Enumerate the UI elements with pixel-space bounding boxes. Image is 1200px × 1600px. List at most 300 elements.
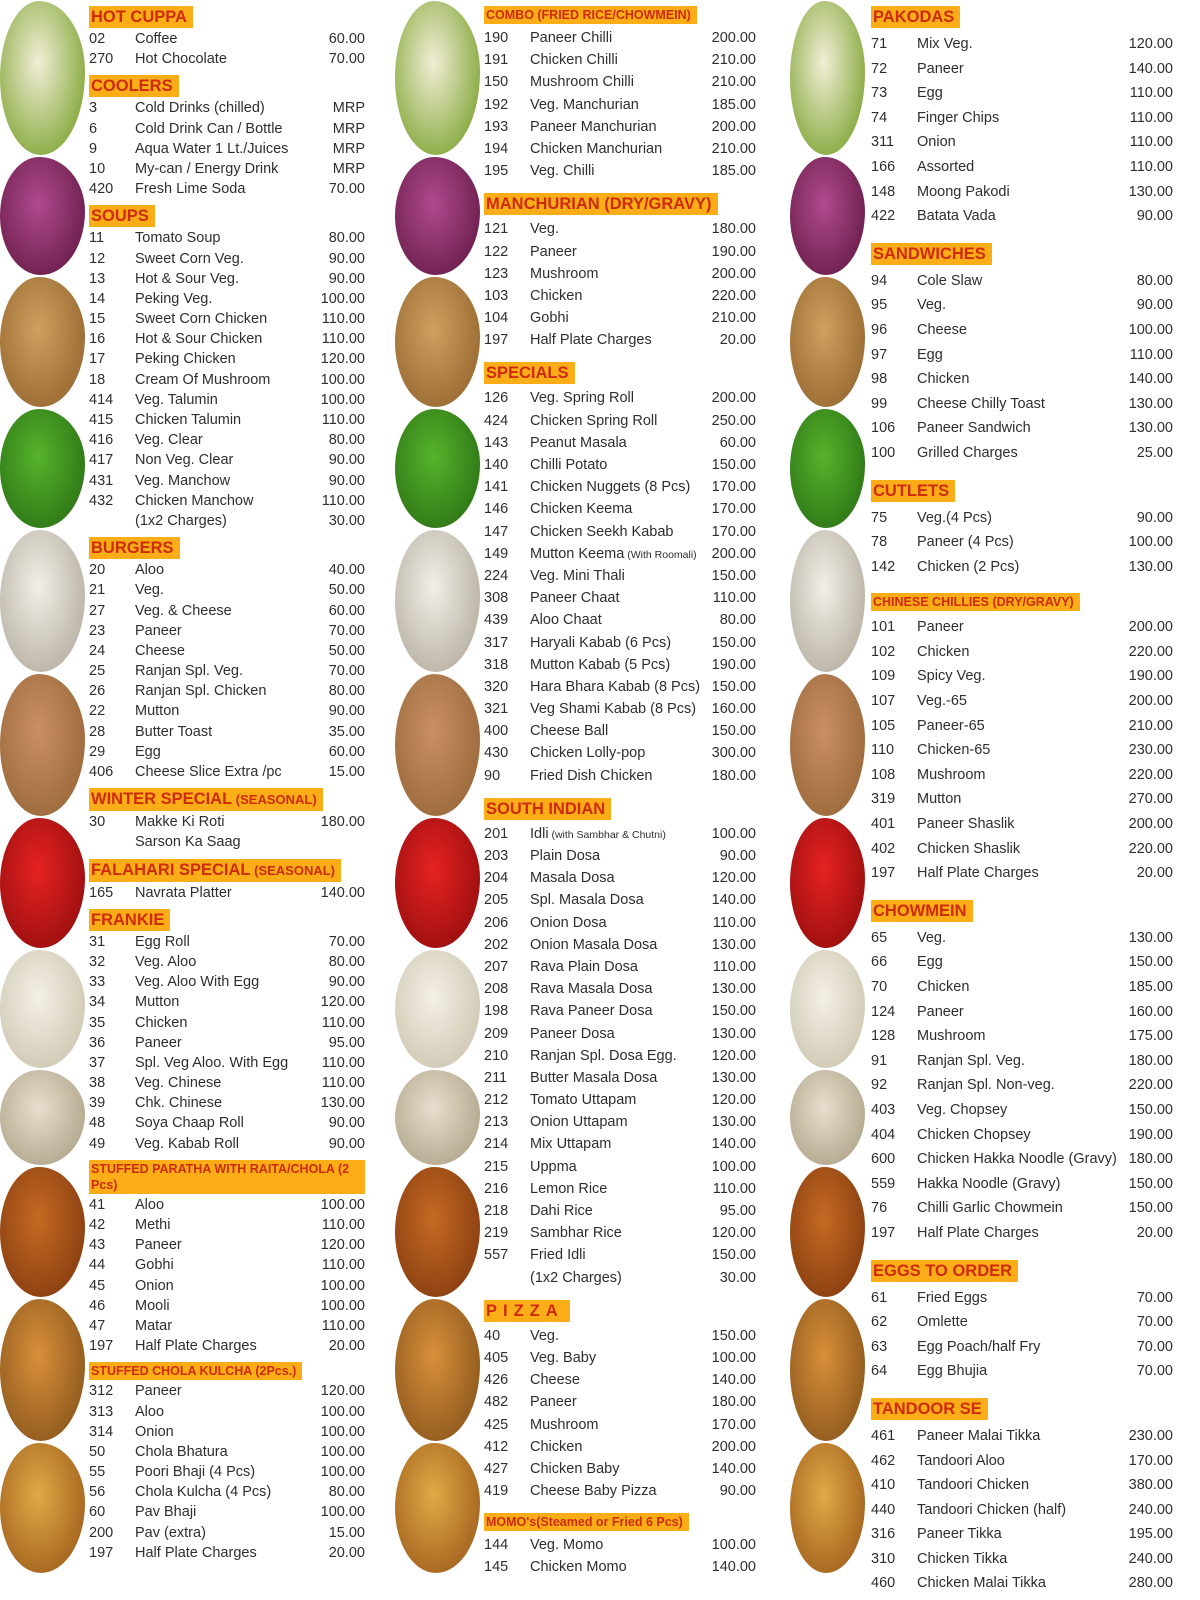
item-price: 70.00 bbox=[1136, 1289, 1173, 1306]
item-name: Chilli Potato bbox=[530, 457, 608, 473]
menu-item-row bbox=[89, 683, 365, 703]
menu-item-row bbox=[871, 347, 1173, 372]
item-name: Veg Shami Kabab (8 Pcs) bbox=[530, 701, 697, 718]
item-price: 200.00 bbox=[711, 30, 756, 46]
item-name: Chola Kulcha (4 Pcs) bbox=[135, 1484, 272, 1501]
menu-item-row bbox=[484, 141, 756, 163]
menu-item-row bbox=[484, 568, 756, 590]
menu-item-row bbox=[871, 420, 1173, 445]
item-name: Half Plate Charges bbox=[135, 1338, 257, 1355]
item-price: 70.00 bbox=[328, 622, 365, 639]
menu-item-row bbox=[484, 1350, 756, 1372]
menu-item-row bbox=[871, 371, 1173, 396]
item-code: 404 bbox=[871, 1126, 896, 1143]
menu-item-row bbox=[871, 767, 1173, 792]
menu-item-row bbox=[89, 1338, 365, 1358]
item-name: Mushroom bbox=[917, 766, 986, 783]
item-name: Soya Chaap Roll bbox=[135, 1115, 244, 1132]
item-code: 107 bbox=[871, 693, 896, 710]
item-price: 190.00 bbox=[1128, 1126, 1173, 1143]
item-code: 36 bbox=[89, 1034, 106, 1051]
menu-item-row bbox=[89, 1115, 365, 1135]
item-code: 24 bbox=[89, 642, 106, 659]
item-name: Veg. Kabab Roll bbox=[135, 1135, 239, 1152]
item-code: 198 bbox=[484, 1003, 509, 1020]
menu-item-row bbox=[871, 718, 1173, 743]
item-code: 482 bbox=[484, 1394, 509, 1411]
item-name: Mutton bbox=[135, 994, 180, 1011]
item-code: 31 bbox=[89, 933, 106, 950]
item-name: Chicken Tikka bbox=[917, 1550, 1008, 1567]
section-header bbox=[484, 1513, 756, 1531]
coriander-photo bbox=[790, 409, 865, 527]
item-code: 197 bbox=[871, 865, 896, 882]
item-code: 192 bbox=[484, 96, 509, 113]
pizza-photo bbox=[0, 1443, 85, 1573]
item-name: Chicken Chilli bbox=[530, 52, 618, 69]
item-name: Onion Uttapam bbox=[530, 1114, 628, 1131]
item-code: 32 bbox=[89, 953, 106, 970]
item-name: Egg bbox=[917, 85, 943, 102]
item-price: 80.00 bbox=[328, 683, 365, 700]
item-name: Makke Ki Roti bbox=[135, 814, 225, 831]
item-name: Mix Veg. bbox=[917, 36, 973, 52]
item-name: Plain Dosa bbox=[530, 848, 601, 864]
menu-item-row bbox=[89, 744, 365, 764]
item-price: 200.00 bbox=[711, 265, 756, 282]
menu-item-row bbox=[89, 1035, 365, 1055]
item-code: 47 bbox=[89, 1317, 106, 1334]
item-name: Rava Masala Dosa bbox=[530, 981, 653, 998]
item-code: 165 bbox=[89, 884, 114, 901]
item-price: 220.00 bbox=[1128, 766, 1173, 783]
item-name: Onion bbox=[135, 1277, 174, 1294]
item-code: 140 bbox=[484, 457, 509, 473]
section-header-highlight bbox=[484, 362, 575, 384]
item-price: 120.00 bbox=[711, 1092, 756, 1109]
item-code: 209 bbox=[484, 1025, 509, 1042]
item-code: 430 bbox=[484, 745, 509, 762]
item-price: 230.00 bbox=[1128, 1427, 1173, 1444]
item-price: 170.00 bbox=[1128, 1452, 1173, 1469]
section-header-highlight bbox=[871, 1260, 1018, 1282]
item-price: 90.00 bbox=[328, 452, 365, 469]
item-code: 216 bbox=[484, 1180, 509, 1197]
menu-item-row bbox=[871, 1151, 1173, 1176]
section-title: STUFFED CHOLA KULCHA (2Pcs.) bbox=[91, 1364, 297, 1379]
menu-item-row bbox=[484, 1439, 756, 1461]
item-code: 426 bbox=[484, 1372, 509, 1389]
item-price: 90.00 bbox=[328, 250, 365, 267]
item-price: 185.00 bbox=[1128, 979, 1173, 995]
item-price: 110.00 bbox=[321, 1014, 365, 1031]
item-code: 99 bbox=[871, 395, 888, 412]
item-code: 41 bbox=[89, 1196, 106, 1213]
item-code: 63 bbox=[871, 1338, 888, 1355]
section-title: SPECIALS bbox=[486, 364, 569, 383]
item-price: 140.00 bbox=[711, 1460, 756, 1477]
section-header-highlight bbox=[89, 1362, 302, 1380]
menu-item-row bbox=[89, 623, 365, 643]
item-price: 130.00 bbox=[711, 981, 756, 998]
item-name: Chicken (2 Pcs) bbox=[917, 558, 1020, 575]
item-code: 197 bbox=[871, 1224, 896, 1241]
item-name: Chicken Momo bbox=[530, 1559, 627, 1576]
item-price: 180.00 bbox=[320, 814, 365, 831]
item-price: 195.00 bbox=[1128, 1526, 1173, 1543]
item-name: Fried Dish Chicken bbox=[530, 767, 653, 784]
item-code: 50 bbox=[89, 1443, 106, 1460]
menu-item-row bbox=[89, 31, 365, 51]
item-code: 110 bbox=[871, 742, 895, 759]
item-name: Navrata Platter bbox=[135, 884, 232, 901]
section-title: FALAHARI SPECIAL bbox=[91, 860, 251, 879]
menu-item-row bbox=[89, 1383, 365, 1403]
menu-item-row bbox=[871, 85, 1173, 110]
item-name: Mutton Keema (With Roomali) bbox=[530, 545, 697, 562]
menu-item-row bbox=[871, 841, 1173, 866]
menu-item-row bbox=[484, 937, 756, 959]
item-price: 110.00 bbox=[321, 311, 365, 328]
item-code: 108 bbox=[871, 766, 896, 783]
item-price: 140.00 bbox=[711, 1136, 756, 1153]
item-name: Veg.-65 bbox=[917, 693, 967, 710]
menu-item-row bbox=[484, 119, 756, 141]
item-price: 130.00 bbox=[711, 936, 756, 953]
menu-item-row bbox=[89, 181, 365, 201]
section-header bbox=[871, 480, 1173, 502]
item-code: 75 bbox=[871, 509, 888, 526]
item-price: 95.00 bbox=[328, 1034, 365, 1051]
item-price: 220.00 bbox=[1128, 840, 1173, 857]
item-code: 197 bbox=[89, 1338, 114, 1355]
item-name: Mushroom bbox=[530, 265, 599, 282]
menu-item-row bbox=[89, 1237, 365, 1257]
item-price: 210.00 bbox=[711, 140, 756, 157]
menu-item-row bbox=[484, 1483, 756, 1505]
ginger-photo bbox=[0, 674, 85, 816]
mushroom-photo bbox=[790, 1070, 865, 1165]
item-name: Rava Paneer Dosa bbox=[530, 1003, 653, 1020]
menu-item-row bbox=[871, 1102, 1173, 1127]
item-price: 110.00 bbox=[321, 1317, 365, 1334]
menu-item-row bbox=[89, 1257, 365, 1277]
section-header bbox=[484, 798, 756, 820]
item-code: 191 bbox=[484, 52, 509, 69]
item-code: 124 bbox=[871, 1003, 896, 1020]
section-header-highlight bbox=[484, 193, 718, 215]
coriander-photo bbox=[0, 409, 85, 527]
item-code: 310 bbox=[871, 1550, 896, 1567]
burger-photo bbox=[0, 1299, 85, 1441]
menu-item-row bbox=[871, 693, 1173, 718]
item-price: 180.00 bbox=[711, 767, 756, 784]
item-name: Chicken-65 bbox=[917, 742, 991, 759]
menu-item-row bbox=[871, 1004, 1173, 1029]
item-name: Idli (with Sambhar & Chutni) bbox=[530, 825, 666, 842]
item-price: 140.00 bbox=[1128, 371, 1173, 388]
section-header bbox=[484, 1300, 756, 1322]
menu-item-row bbox=[89, 834, 365, 854]
item-name: Chk. Chinese bbox=[135, 1095, 223, 1112]
item-name: Ranjan Spl. Chicken bbox=[135, 683, 267, 700]
menu-item-row bbox=[89, 291, 365, 311]
menu-item-row bbox=[89, 351, 365, 371]
section-header bbox=[89, 1362, 365, 1380]
item-code: 416 bbox=[89, 432, 114, 449]
item-code: 150 bbox=[484, 74, 509, 91]
item-code: 321 bbox=[484, 701, 509, 718]
item-name: Spl. Masala Dosa bbox=[530, 892, 644, 909]
item-code: 121 bbox=[484, 221, 509, 238]
item-code: 02 bbox=[89, 31, 106, 47]
menu-item-row bbox=[89, 1197, 365, 1217]
item-code: 62 bbox=[871, 1314, 888, 1331]
item-price: 80.00 bbox=[328, 432, 365, 449]
item-price: 150.00 bbox=[1128, 1101, 1173, 1118]
item-code: 97 bbox=[871, 346, 888, 363]
item-name: Batata Vada bbox=[917, 208, 996, 225]
item-price: 150.00 bbox=[711, 1327, 756, 1344]
item-code: 215 bbox=[484, 1158, 509, 1175]
menu-item-row bbox=[89, 331, 365, 351]
section-header bbox=[871, 593, 1173, 611]
menu-item-row bbox=[484, 1181, 756, 1203]
item-price: 200.00 bbox=[711, 390, 756, 407]
item-code: 126 bbox=[484, 390, 509, 407]
item-name: Methi bbox=[135, 1217, 171, 1233]
menu-item-row bbox=[871, 979, 1173, 1004]
item-price: 70.00 bbox=[328, 181, 365, 198]
item-price: 80.00 bbox=[328, 230, 365, 247]
item-code: 43 bbox=[89, 1237, 106, 1254]
item-name: Hot & Sour Chicken bbox=[135, 331, 263, 348]
item-code: 95 bbox=[871, 297, 888, 314]
item-price: 140.00 bbox=[711, 1559, 756, 1576]
item-code: 146 bbox=[484, 501, 509, 518]
item-code: 207 bbox=[484, 958, 509, 975]
item-price: 150.00 bbox=[711, 634, 756, 651]
item-price: 90.00 bbox=[1136, 208, 1173, 225]
section-header bbox=[89, 1160, 365, 1194]
item-price: 140.00 bbox=[711, 1372, 756, 1389]
menu-item-row bbox=[871, 1077, 1173, 1102]
menu-item-row bbox=[89, 100, 365, 120]
item-name: Paneer Sandwich bbox=[917, 420, 1031, 437]
item-name: Chicken bbox=[135, 1014, 188, 1031]
item-price: 70.00 bbox=[1136, 1338, 1173, 1355]
item-name: Tandoori Aloo bbox=[917, 1452, 1005, 1469]
menu-item-row bbox=[89, 251, 365, 271]
section-header bbox=[871, 6, 1173, 28]
item-price: 110.00 bbox=[1129, 346, 1173, 363]
menu-item-row bbox=[484, 52, 756, 74]
menu-item-row bbox=[484, 288, 756, 310]
section-title: FRANKIE bbox=[91, 910, 165, 929]
item-price: 15.00 bbox=[328, 764, 365, 780]
menu-item-row bbox=[871, 1314, 1173, 1339]
item-code: 70 bbox=[871, 979, 888, 995]
item-name: Hara Bhara Kabab (8 Pcs) bbox=[530, 678, 701, 695]
menu-item-row bbox=[871, 273, 1173, 298]
item-code: 37 bbox=[89, 1054, 106, 1071]
item-price: 190.00 bbox=[711, 656, 756, 673]
item-price: 80.00 bbox=[719, 612, 756, 629]
section-header-highlight bbox=[89, 1160, 365, 1194]
section-header-highlight bbox=[871, 900, 973, 922]
menu-column-left bbox=[85, 0, 395, 1574]
menu-item-row bbox=[484, 310, 756, 332]
item-name: Paneer Chilli bbox=[530, 30, 613, 46]
menu-item-row bbox=[89, 473, 365, 493]
item-code: 109 bbox=[871, 668, 896, 685]
item-price: 140.00 bbox=[711, 892, 756, 909]
menu-item-row bbox=[89, 1298, 365, 1318]
item-name: Chicken Keema bbox=[530, 501, 633, 518]
item-code: 460 bbox=[871, 1575, 896, 1592]
section-title: COOLERS bbox=[91, 77, 173, 96]
item-code: 143 bbox=[484, 434, 509, 451]
menu-item-row bbox=[871, 445, 1173, 470]
menu-item-row bbox=[484, 97, 756, 119]
item-name: Chicken Shaslik bbox=[917, 840, 1021, 857]
menu-item-row bbox=[89, 994, 365, 1014]
menu-column-right bbox=[865, 0, 1185, 1592]
menu-item-row bbox=[871, 791, 1173, 816]
item-code: 206 bbox=[484, 914, 509, 931]
item-price: 210.00 bbox=[711, 52, 756, 69]
item-name: Mooli bbox=[135, 1297, 170, 1314]
burger-photo bbox=[395, 1299, 480, 1441]
item-code: 210 bbox=[484, 1047, 509, 1064]
item-price: 130.00 bbox=[1128, 395, 1173, 412]
item-name: Moong Pakodi bbox=[917, 183, 1010, 200]
section-header-highlight bbox=[871, 480, 955, 502]
item-name: Mutton bbox=[135, 703, 180, 720]
item-name: Paneer bbox=[135, 1383, 182, 1400]
item-name: Paneer Chaat bbox=[530, 590, 620, 607]
item-name: Veg. Chopsey bbox=[917, 1101, 1008, 1118]
item-code: 103 bbox=[484, 287, 509, 304]
section-title: BURGERS bbox=[91, 539, 174, 558]
item-code: 42 bbox=[89, 1217, 106, 1233]
item-price: 150.00 bbox=[711, 1247, 756, 1264]
section-title: SOUPS bbox=[91, 207, 149, 226]
item-code: 201 bbox=[484, 825, 509, 842]
menu-item-row bbox=[89, 1404, 365, 1424]
menu-item-row bbox=[484, 501, 756, 523]
section-title: WINTER SPECIAL bbox=[91, 790, 233, 809]
item-code: 194 bbox=[484, 140, 509, 157]
menu-item-row bbox=[484, 679, 756, 701]
section-header bbox=[89, 859, 365, 882]
section-title: STUFFED PARATHA WITH RAITA/CHOLA (2 Pcs) bbox=[91, 1161, 350, 1192]
menu-item-row bbox=[484, 745, 756, 767]
item-code: 200 bbox=[89, 1524, 114, 1541]
menu-item-row bbox=[871, 534, 1173, 559]
item-code: 44 bbox=[89, 1257, 106, 1274]
item-price: 110.00 bbox=[1129, 158, 1173, 175]
item-code: 104 bbox=[484, 310, 509, 327]
item-code: 100 bbox=[871, 444, 896, 461]
section-header bbox=[484, 6, 756, 24]
section-header bbox=[871, 900, 1173, 922]
item-code: 39 bbox=[89, 1095, 106, 1112]
menu-item-row bbox=[871, 510, 1173, 535]
item-code: 415 bbox=[89, 412, 114, 428]
item-name: Chicken Chopsey bbox=[917, 1126, 1031, 1143]
item-price: 120.00 bbox=[320, 1383, 365, 1400]
menu-item-row bbox=[89, 1136, 365, 1156]
item-name: Hakka Noodle (Gravy) bbox=[917, 1175, 1061, 1192]
item-name: Chicken bbox=[917, 371, 970, 388]
menu-item-row bbox=[89, 230, 365, 250]
menu-item-row bbox=[89, 1504, 365, 1524]
menu-item-row bbox=[484, 701, 756, 723]
section-title: CHOWMEIN bbox=[873, 901, 967, 920]
menu-item-row bbox=[484, 1461, 756, 1483]
item-name: Pav (extra) bbox=[135, 1524, 206, 1541]
section-header-highlight bbox=[89, 537, 180, 559]
menu-item-row bbox=[89, 954, 365, 974]
item-name: (1x2 Charges) bbox=[135, 512, 227, 529]
menu-item-row bbox=[484, 959, 756, 981]
item-code: 166 bbox=[871, 158, 896, 175]
item-code: 212 bbox=[484, 1092, 509, 1109]
item-price: 90.00 bbox=[328, 1115, 365, 1132]
item-price: 90.00 bbox=[328, 270, 365, 287]
item-name: Chicken bbox=[917, 979, 970, 995]
column-group-left bbox=[0, 0, 395, 1574]
menu-item-row bbox=[89, 934, 365, 954]
item-price: 130.00 bbox=[711, 1025, 756, 1042]
menu-item-row bbox=[484, 1203, 756, 1225]
item-price: 120.00 bbox=[1128, 36, 1173, 52]
item-price: 15.00 bbox=[328, 1524, 365, 1541]
item-price: 90.00 bbox=[1136, 297, 1173, 314]
item-price: 20.00 bbox=[1136, 865, 1173, 882]
item-code: 149 bbox=[484, 545, 509, 562]
section-title: MANCHURIAN (DRY/GRAVY) bbox=[486, 195, 712, 214]
item-price: 220.00 bbox=[711, 287, 756, 304]
item-code: 270 bbox=[89, 51, 114, 68]
item-code: 318 bbox=[484, 656, 509, 673]
item-name: Paneer bbox=[917, 60, 964, 77]
item-name: Veg. Manchurian bbox=[530, 96, 639, 113]
menu-item-row bbox=[484, 892, 756, 914]
menu-item-row bbox=[89, 1318, 365, 1338]
item-price: 100.00 bbox=[1128, 534, 1173, 551]
item-price: 220.00 bbox=[1128, 1077, 1173, 1094]
item-code: 16 bbox=[89, 331, 106, 348]
item-price: 160.00 bbox=[1128, 1003, 1173, 1020]
menu-item-row bbox=[871, 1502, 1173, 1527]
item-name: Chicken Spring Roll bbox=[530, 412, 658, 429]
item-name: Chicken bbox=[530, 287, 583, 304]
item-name: Cheese Chilly Toast bbox=[917, 395, 1045, 412]
item-price: 210.00 bbox=[711, 310, 756, 327]
item-code: 34 bbox=[89, 994, 106, 1011]
item-price: 70.00 bbox=[328, 663, 365, 680]
menu-item-row bbox=[89, 392, 365, 412]
item-name: Ranjan Spl. Veg. bbox=[917, 1052, 1026, 1069]
item-code: 308 bbox=[484, 590, 509, 607]
item-name: Uppma bbox=[530, 1158, 577, 1175]
item-code: 14 bbox=[89, 290, 106, 307]
menu-item-row bbox=[871, 559, 1173, 584]
item-price: 120.00 bbox=[320, 1237, 365, 1254]
item-name: Cheese Ball bbox=[530, 723, 609, 740]
